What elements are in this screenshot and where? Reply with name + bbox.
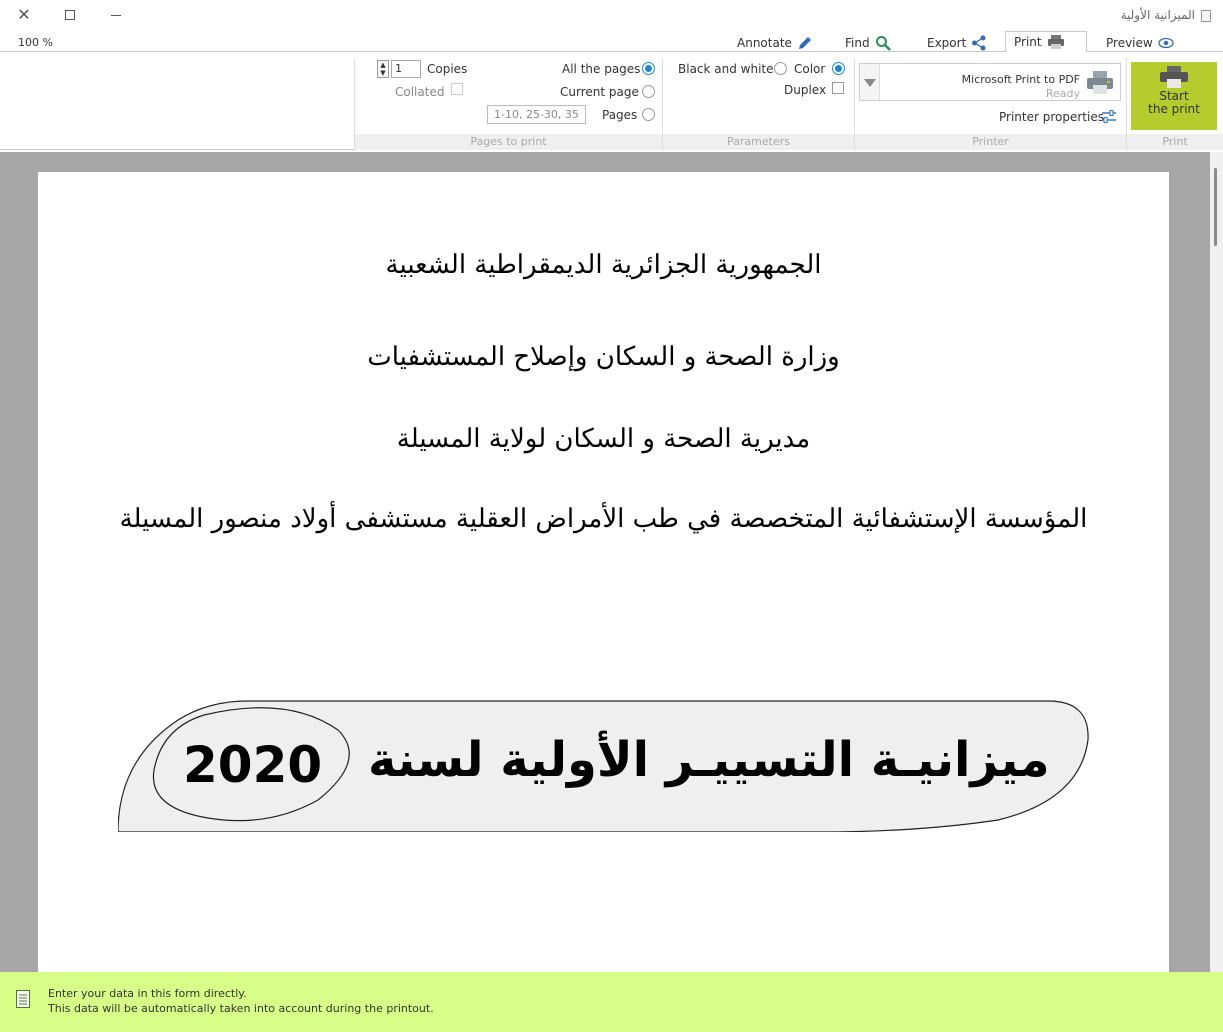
tab-preview[interactable] (1098, 33, 1182, 53)
printer-select[interactable] (859, 63, 1121, 101)
doc-line-republic: الجمهورية الجزائرية الديمقراطية الشعبية (385, 250, 822, 280)
document-page (38, 172, 1169, 972)
budget-title: ميزانيـة التسييـر الأولية لسنة (368, 732, 1050, 788)
all-pages-radio[interactable] (642, 62, 655, 75)
maximize-icon[interactable] (59, 4, 81, 26)
printer-device-icon (1086, 70, 1114, 96)
printer-icon (1047, 35, 1065, 49)
tab-print-label: Print (1014, 35, 1042, 49)
scrollbar-thumb[interactable] (1214, 168, 1217, 246)
search-icon (875, 35, 891, 51)
duplex-checkbox[interactable] (832, 82, 844, 94)
printer-properties-label[interactable]: Printer properties (999, 110, 1104, 124)
print-start-icon (1158, 66, 1190, 88)
duplex-label: Duplex (784, 83, 827, 97)
all-pages-label: All the pages (562, 62, 641, 76)
start-print-label-1: Start (1159, 89, 1189, 103)
status-message-line1: Enter your data in this form directly. (48, 987, 247, 1000)
document-icon (1201, 10, 1211, 22)
vertical-scrollbar[interactable] (1210, 152, 1223, 972)
page-range-input[interactable]: 1-10, 25-30, 35 (487, 105, 586, 124)
parameters-title: Parameters (663, 134, 854, 150)
minimize-icon[interactable] (105, 4, 127, 26)
tab-find-label: Find (845, 36, 870, 50)
title-bar (0, 0, 1223, 30)
chevron-down-icon[interactable] (860, 64, 880, 100)
doc-line-ministry: وزارة الصحة و السكان وإصلاح المستشفيات (367, 342, 840, 372)
current-page-label: Current page (560, 85, 639, 99)
collated-label: Collated (395, 85, 445, 99)
tab-export-label: Export (927, 36, 967, 50)
pages-to-print-title: Pages to print (355, 134, 662, 150)
collated-checkbox[interactable] (451, 83, 463, 95)
tab-print[interactable] (1005, 31, 1087, 53)
budget-year: 2020 (183, 736, 323, 794)
tab-annotate-label: Annotate (737, 36, 792, 50)
print-group (1126, 58, 1223, 150)
copies-label: Copies (427, 62, 468, 76)
close-icon[interactable]: ✕ (17, 5, 31, 24)
pages-to-print-group (354, 58, 662, 150)
copies-spinner[interactable]: ▲ ▼ (377, 60, 389, 78)
status-message-line2: This data will be automatically taken into account during the printout. (48, 1002, 434, 1015)
color-radio[interactable] (832, 62, 845, 75)
print-title: Print (1127, 134, 1223, 150)
printer-group (854, 58, 1126, 150)
color-label: Color (794, 62, 826, 76)
form-icon (16, 990, 30, 1008)
zoom-level[interactable]: 100 % (18, 36, 53, 49)
print-ribbon (0, 52, 1223, 150)
doc-line-institution: المؤسسة الإستشفائية المتخصصة في طب الأمراض العقلية مستشفى أولاد منصور المسيلة (119, 504, 1088, 534)
pages-label: Pages (602, 108, 638, 122)
copies-input[interactable]: 1 (391, 60, 421, 78)
start-print-label-2: the print (1148, 102, 1200, 116)
tab-preview-label: Preview (1106, 36, 1153, 50)
pencil-icon (797, 35, 813, 51)
printer-name: Microsoft Print to PDF (961, 73, 1080, 86)
pages-radio[interactable] (642, 108, 655, 121)
status-bar (0, 972, 1223, 1032)
start-print-button[interactable] (1131, 62, 1217, 130)
black-and-white-radio[interactable] (774, 62, 787, 75)
eye-icon (1158, 37, 1174, 49)
document-viewport[interactable] (0, 152, 1210, 972)
tab-find[interactable] (837, 33, 899, 53)
black-and-white-label: Black and white (678, 62, 774, 76)
settings-sliders-icon[interactable] (1101, 110, 1117, 124)
tab-export[interactable] (919, 33, 995, 53)
parameters-group (662, 58, 854, 150)
printer-title: Printer (855, 134, 1126, 150)
tab-annotate[interactable] (729, 33, 821, 53)
printer-status: Ready (1045, 87, 1080, 100)
current-page-radio[interactable] (642, 85, 655, 98)
tab-bar (0, 30, 1223, 52)
doc-line-directorate: مديرية الصحة و السكان لولاية المسيلة (396, 424, 811, 454)
window-title: الميزانية الأولية (1120, 8, 1195, 22)
share-icon (971, 35, 987, 51)
